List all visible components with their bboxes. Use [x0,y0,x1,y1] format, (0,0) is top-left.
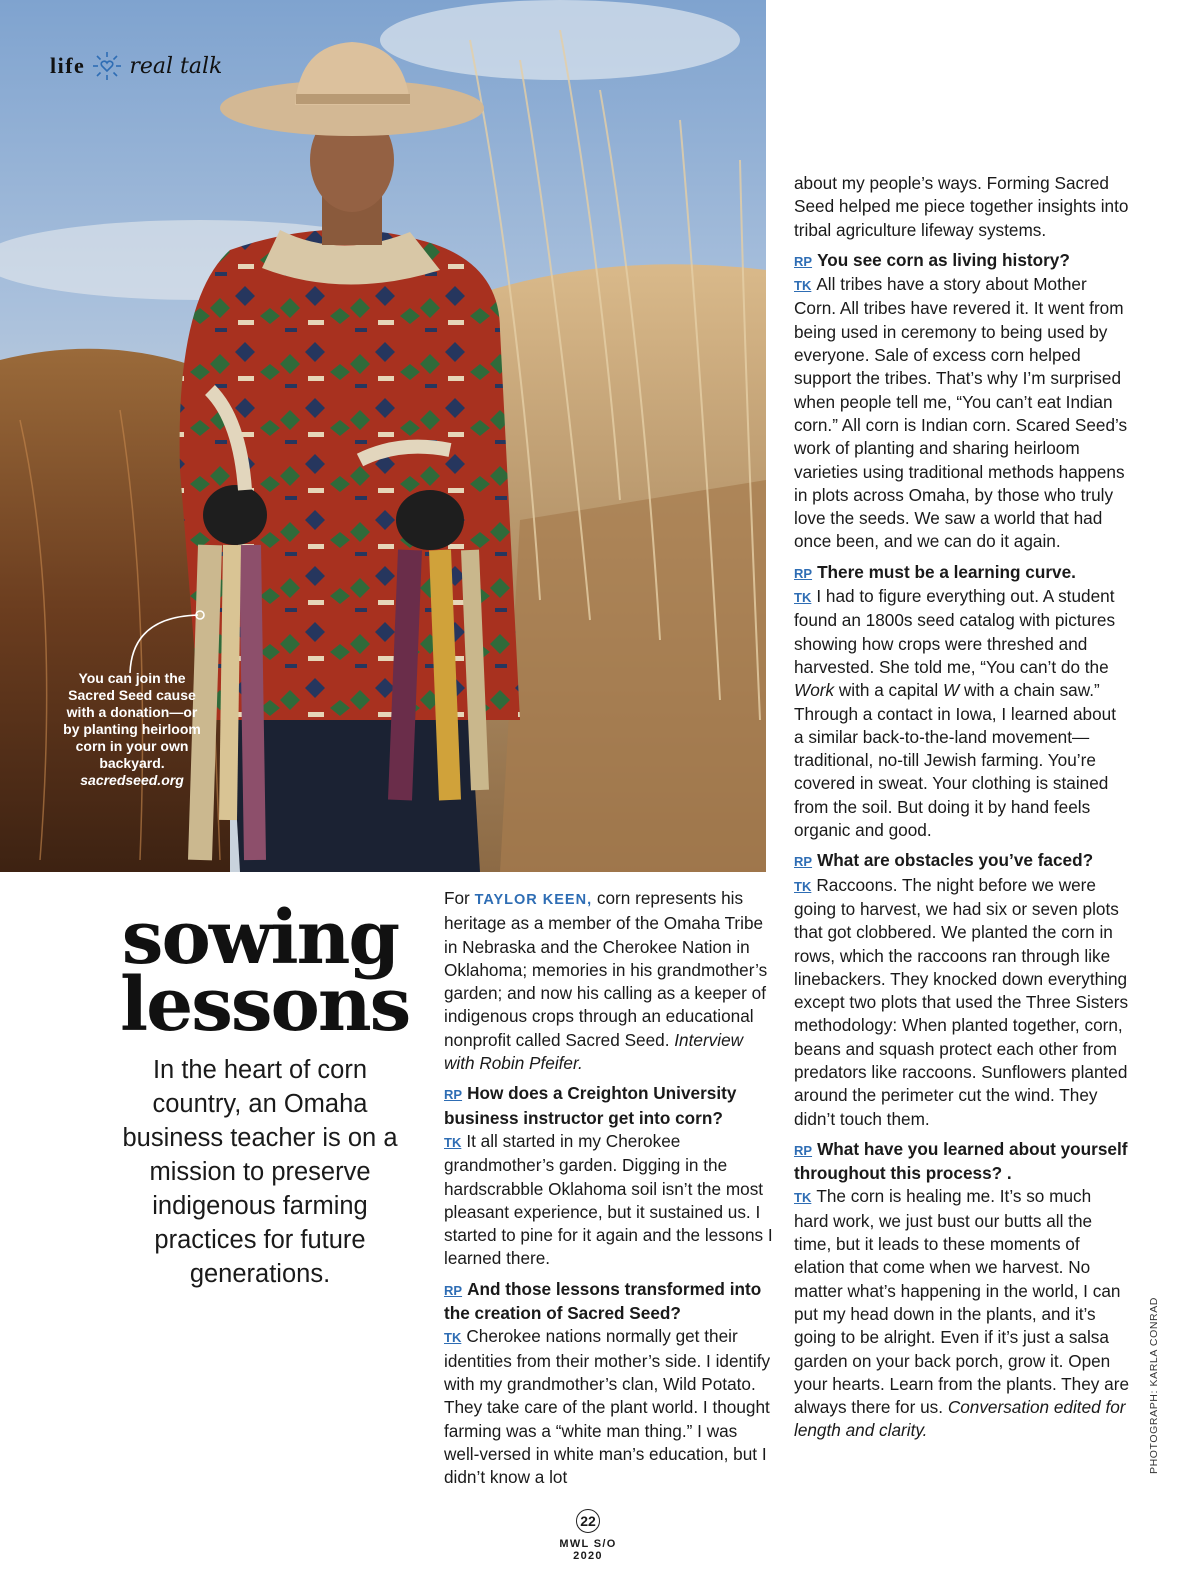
question-6 [794,1138,1129,1443]
sun-heart-icon [91,50,123,82]
question-2 [444,1278,774,1490]
tk-tag: TK [444,1330,462,1346]
question-5-text: What are obstacles you’ve faced? [817,850,1094,871]
rp-tag: RP [794,565,813,581]
tk-tag: TK [794,278,812,294]
section-label [50,50,222,82]
page-folio [552,1509,624,1562]
answer-3-text: All tribes have a story about Mother Corn. All tribes have revered it. It went from being used in ceremony to being used by everyone. Sale of excess corn helped support the tribes. That’s why I’m surprised when people tell me, “You can’t eat Indian corn.” All corn is Indian corn. Scared Seed’s work of planting and sharing heirloom varieties using traditional methods happens in plots across Omaha, by those who truly love the seeds. We saw a world that had once been, and we can do it again. [794,274,1128,552]
answer-4-w: W [943,680,960,701]
answer-2-continued: about my people’s ways. Forming Sacred Seed helped me piece together insights into tribal agriculture lifeway systems. [794,173,1129,240]
intro-text: corn represents his heritage as a member of the Omaha Tribe in Nebraska and the Cherokee Nation in Oklahoma; memories in his grandmother’s garden; and now his calling as a keeper of indigenous crops through an educational nonprofit called Sacred Seed. [444,888,768,1050]
headline-line-1: sowing [121,895,399,981]
page-number: 22 [576,1509,600,1533]
article-column-middle [444,887,774,1496]
answer-4-text-b: with a capital [834,680,944,701]
question-5 [794,849,1129,1131]
answer-6-text: The corn is healing me. It’s so much hard work, we just bust our butts all the time, but it leads to these moments of elation that come when we harvest. No matter what’s happening in the world, I can put my head down in the plants, and it’s going to be alright. Even if it’s just a salsa garden on your back porch, grow it. Open your hearts. Learn from the plants. They are always there for us. [794,1186,1130,1418]
rp-tag: RP [794,1142,813,1158]
photo-credit: PHOTOGRAPH: KARLA CONRAD [1148,1297,1160,1474]
tk-tag: TK [444,1134,462,1150]
issue-label: MWL S/O 2020 [559,1538,617,1562]
rp-tag: RP [794,253,813,269]
intro-lead: For [444,888,475,908]
answer-4-work: Work [794,680,835,701]
question-2-text: And those lessons transformed into the creation of Sacred Seed? [444,1278,762,1324]
question-3-text: You see corn as living history? [817,249,1070,270]
callout-url[interactable]: sacredseed.org [80,772,184,788]
callout-text: You can join the Sacred Seed cause with a donation—or by planting heirloom corn in your own backyard. [63,670,201,771]
headline-line-2: lessons [120,962,410,1048]
dek: In the heart of corn country, an Omaha business teacher is on a mission to preserve indigenous farming practices for future generations. [122,1056,398,1288]
closing-note: Conversation edited for length and clarity. [794,1397,1126,1441]
photo-callout [62,670,202,789]
section-label-life: life [50,53,86,78]
answer-4-text-c: with a chain saw.” Through a contact in Iowa, I learned about a similar back-to-the-land movement—traditional, no-till Jewish farming. You’re covered in sweat. Your clothing is stained from the soil. But doing it by hand feels organic and good. [794,680,1116,841]
tk-tag: TK [794,878,812,894]
question-4 [794,561,1129,843]
question-1-text: How does a Creighton University business instructor get into corn? [444,1083,737,1128]
question-1 [444,1082,774,1270]
subject-name: TAYLOR KEEN, [474,892,593,908]
rp-tag: RP [444,1282,463,1298]
callout-pointer [120,605,210,675]
answer-1-text: It all started in my Cherokee grandmother’s garden. Digging in the hardscrabble Oklahoma soil isn’t the most pleasant experience, but it sustained us. I started to pine for it again and the lessons I learned there. [444,1130,773,1269]
question-6-text: What have you learned about yourself throughout this process? . [794,1138,1128,1184]
question-3 [794,249,1129,554]
hero-photo [0,0,766,872]
section-label-real-talk: real talk [129,53,223,79]
rp-tag: RP [444,1087,463,1103]
question-4-text: There must be a learning curve. [817,561,1076,582]
headline [120,895,410,1048]
tk-tag: TK [794,590,812,606]
answer-4-text-a: I had to figure everything out. A student found an 1800s seed catalog with pictures showing how crops were threshed and harvested. She told me, “You can’t do the [794,586,1116,677]
intro-paragraph [444,887,774,1075]
tk-tag: TK [794,1190,812,1206]
interview-credit: Interview with Robin Pfeifer. [444,1029,744,1074]
rp-tag: RP [794,854,813,870]
article-column-right [794,172,1129,1450]
answer-2-text: Cherokee nations normally get their identities from their mother’s side. I identify with my grandmother’s clan, Wild Potato. They take care of the plant world. I thought farming was a “white man thing.” I was well-versed in white man’s education, but I didn’t know a lot [444,1326,771,1488]
answer-5-text: Raccoons. The night before we were going to harvest, we had six or seven plots that got clobbered. We planted the corn in rows, which the raccoons ran through like linebackers. They knocked down everything except two plots that used the Three Sisters methodology: When planted together, corn, beans and squash protect each other from predators like raccoons. Sunflowers planted around the perimeter cut the wind. They didn’t touch them. [794,874,1129,1129]
